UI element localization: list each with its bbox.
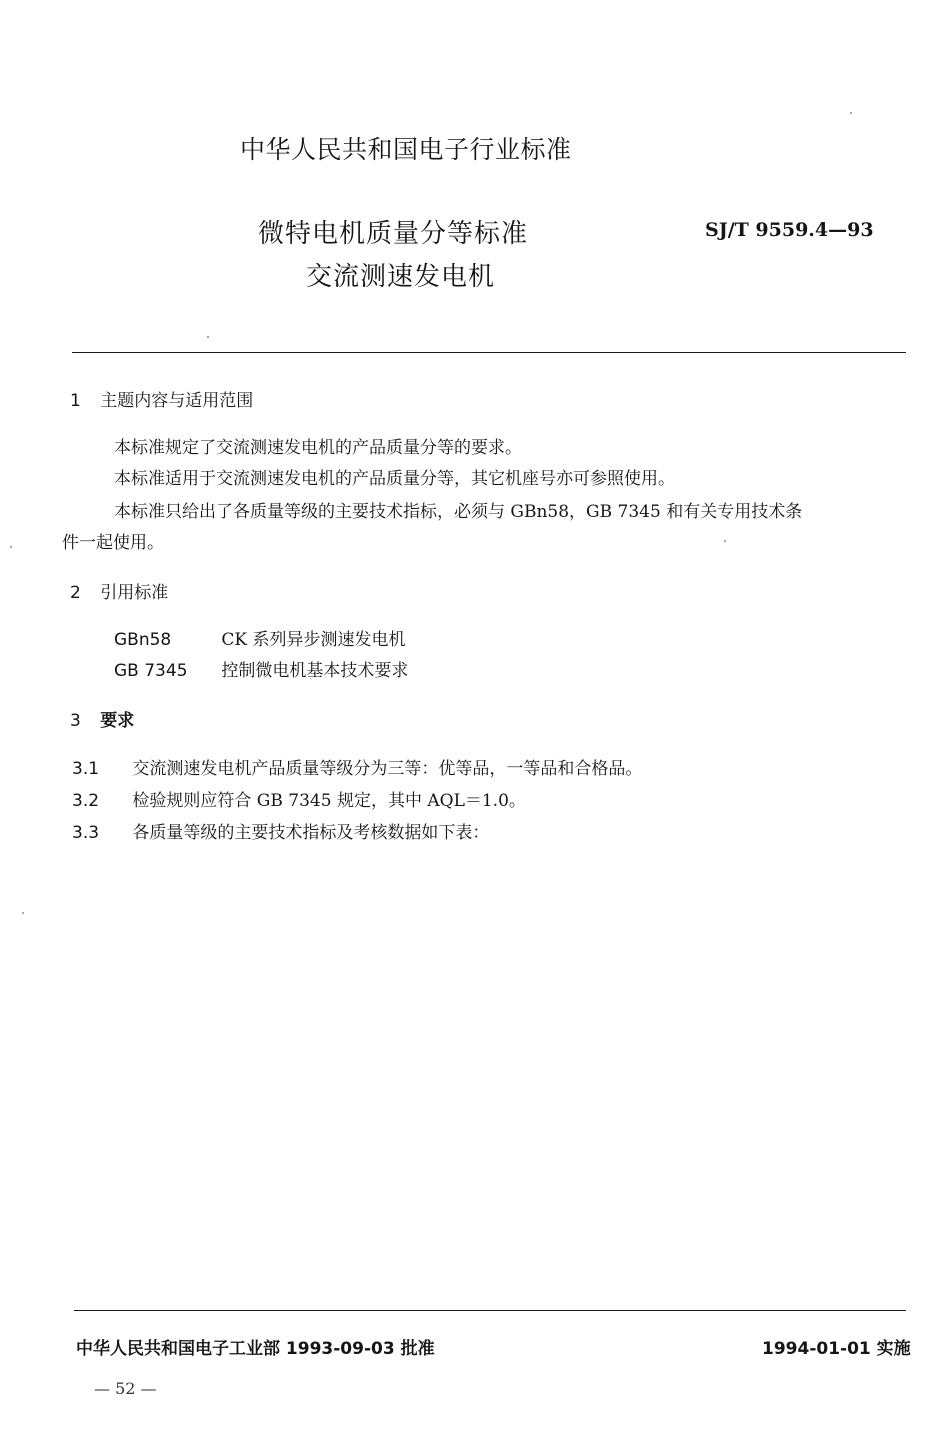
- item-number: 3.3: [72, 823, 100, 843]
- section-2-heading: [70, 578, 168, 603]
- footer-rule: [74, 1310, 906, 1311]
- section-number: 3: [70, 711, 81, 731]
- reference-row: [114, 625, 406, 650]
- scan-speck: [10, 546, 12, 548]
- paragraph: 本标准适用于交流测速发电机的产品质量分等，其它机座号亦可参照使用。: [114, 469, 675, 489]
- reference-title: 控制微电机基本技术要求: [221, 661, 409, 681]
- item-text: 交流测速发电机产品质量等级分为三等：优等品，一等品和合格品。: [132, 759, 643, 779]
- section-number: 1: [70, 391, 81, 411]
- item-number: 3.2: [72, 791, 100, 811]
- paragraph: 本标准规定了交流测速发电机的产品质量分等的要求。: [114, 438, 522, 458]
- section-title: 主题内容与适用范围: [100, 391, 254, 411]
- section-3-heading: [70, 706, 134, 731]
- document-title: 微特电机质量分等标准: [258, 219, 529, 249]
- section-1-heading: [70, 386, 253, 411]
- scan-speck: [207, 336, 209, 338]
- requirement-item: [72, 786, 526, 811]
- reference-row: [114, 656, 408, 681]
- scan-speck: [850, 112, 852, 114]
- header-rule: [72, 352, 906, 353]
- item-number: 3.1: [72, 759, 100, 779]
- item-text: 检验规则应符合 GB 7345 规定，其中 AQL＝1.0。: [132, 791, 526, 811]
- effective-date: 1994-01-01 实施: [762, 1339, 911, 1359]
- scan-speck: [724, 540, 726, 542]
- approval-line: 中华人民共和国电子工业部 1993-09-03 批准: [76, 1339, 435, 1359]
- scan-speck: [22, 912, 24, 914]
- page-number: — 52 —: [94, 1379, 157, 1398]
- document-subtitle: 交流测速发电机: [306, 262, 496, 292]
- reference-code: GBn58: [114, 630, 172, 650]
- item-text: 各质量等级的主要技术指标及考核数据如下表：: [132, 823, 490, 843]
- paragraph: 本标准只给出了各质量等级的主要技术指标，必须与 GBn58，GB 7345 和有关专用技术条: [114, 502, 803, 522]
- paragraph-continuation: 件一起使用。: [62, 533, 164, 553]
- reference-code: GB 7345: [114, 661, 188, 681]
- section-title: 引用标准: [100, 583, 169, 603]
- reference-title: CK 系列异步测速发电机: [221, 630, 406, 650]
- section-number: 2: [70, 583, 81, 603]
- section-title: 要求: [100, 711, 135, 731]
- requirement-item: [72, 818, 489, 843]
- standard-code: SJ/T 9559.4—93: [705, 219, 874, 241]
- requirement-item: [72, 754, 642, 779]
- industry-standard-title: 中华人民共和国电子行业标准: [240, 135, 572, 164]
